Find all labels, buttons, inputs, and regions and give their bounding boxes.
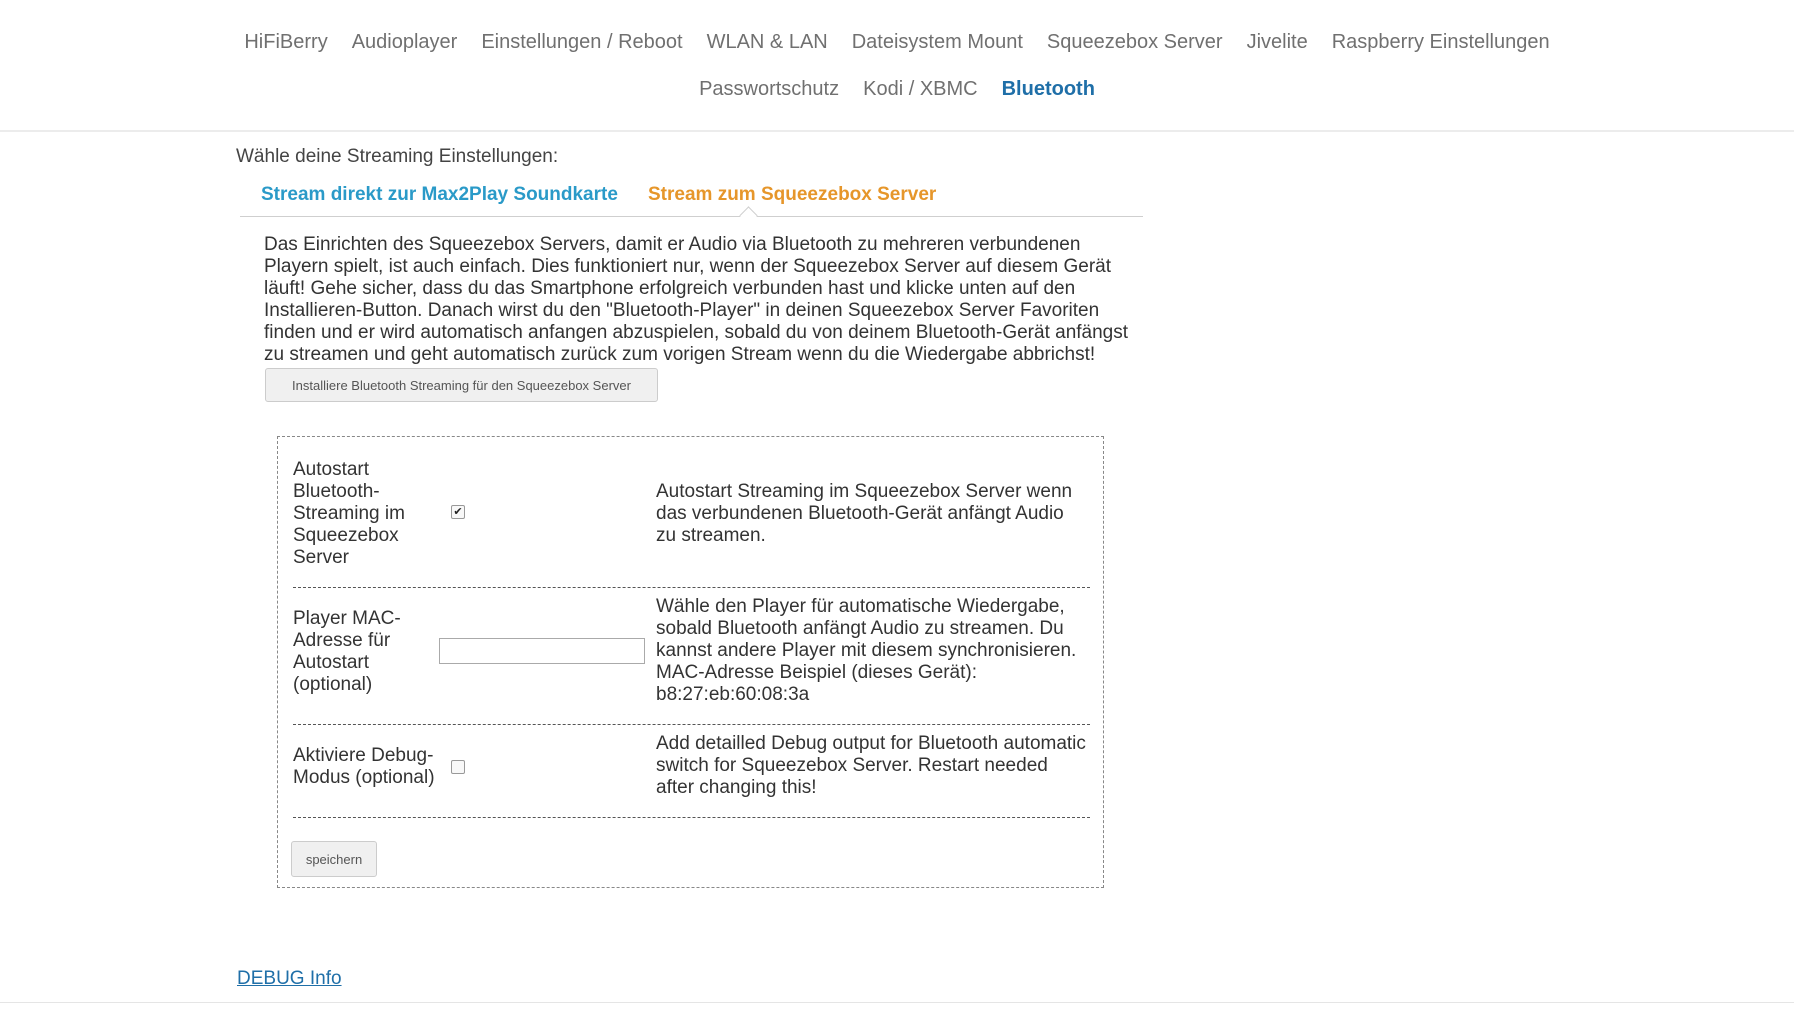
- autostart-checkbox[interactable]: ✔: [451, 505, 465, 519]
- nav-bluetooth[interactable]: Bluetooth: [1001, 78, 1095, 100]
- active-tab-indicator: [739, 206, 757, 224]
- mac-address-help: Wähle den Player für automatische Wiedergabe, sobald Bluetooth anfängt Audio zu streamen. Du kannst andere Player mit diesem synchronisieren. MAC-Adresse Beispiel (dieses Gerät): b8:27:eb:60:08:3a: [656, 596, 1077, 705]
- nav-passwortschutz[interactable]: Passwortschutz: [699, 78, 840, 100]
- tab-stream-direct[interactable]: Stream direkt zur Max2Play Soundkarte: [261, 184, 618, 205]
- settings-form: [277, 436, 1104, 888]
- nav-einstellungen-reboot[interactable]: Einstellungen / Reboot: [481, 31, 683, 53]
- save-button[interactable]: speichern: [291, 841, 377, 877]
- mac-address-input[interactable]: [439, 638, 645, 664]
- autostart-help: Autostart Streaming im Squeezebox Server wenn das verbundenen Bluetooth-Gerät anfängt Audio zu streamen.: [656, 481, 1073, 546]
- tab-stream-squeezebox[interactable]: Stream zum Squeezebox Server: [648, 184, 937, 205]
- debug-mode-checkbox[interactable]: [451, 760, 465, 774]
- setting-row-mac-address: [293, 588, 1090, 725]
- nav-row-2: [0, 76, 1794, 102]
- streaming-tabs: [240, 184, 1143, 217]
- mac-address-label: Player MAC-Adresse für Autostart (optional): [293, 608, 401, 695]
- setting-row-debug: [293, 725, 1090, 818]
- debug-info-link[interactable]: DEBUG Info: [237, 968, 342, 989]
- nav-wlan-lan[interactable]: WLAN & LAN: [706, 31, 828, 53]
- top-navigation: [0, 0, 1794, 132]
- nav-jivelite[interactable]: Jivelite: [1246, 31, 1308, 53]
- nav-audioplayer[interactable]: Audioplayer: [351, 31, 458, 53]
- streaming-settings-prompt: Wähle deine Streaming Einstellungen:: [236, 146, 559, 167]
- nav-dateisystem-mount[interactable]: Dateisystem Mount: [851, 31, 1023, 53]
- bottom-divider: [0, 1002, 1794, 1003]
- autostart-label: Autostart Bluetooth-Streaming im Squeezebox Server: [293, 459, 405, 568]
- debug-mode-help: Add detailled Debug output for Bluetooth automatic switch for Squeezebox Server. Restart needed after changing this!: [656, 733, 1086, 798]
- debug-mode-label: Aktiviere Debug-Modus (optional): [293, 745, 435, 788]
- nav-raspberry-einstellungen[interactable]: Raspberry Einstellungen: [1331, 31, 1550, 53]
- install-bluetooth-streaming-button[interactable]: Installiere Bluetooth Streaming für den Squeezebox Server: [265, 368, 658, 402]
- nav-squeezebox-server[interactable]: Squeezebox Server: [1046, 31, 1223, 53]
- nav-hifiberry[interactable]: HiFiBerry: [244, 31, 328, 53]
- nav-kodi-xbmc[interactable]: Kodi / XBMC: [863, 78, 978, 100]
- squeezebox-streaming-description: Das Einrichten des Squeezebox Servers, damit er Audio via Bluetooth zu mehreren verbundenen Playern spielt, ist auch einfach. Dies funktioniert nur, wenn der Squeezebox Server auf diesem Gerät läuft! Gehe sicher, dass du das Smartphone erfolgreich verbunden hast und klicke unten auf den Installieren-Button. Danach wirst du den "Bluetooth-Player" in deinen Squeezebox Server Favoriten finden und er wird automatisch anfangen abzuspielen, sobald du von deinem Bluetooth-Gerät anfängst zu streamen und geht automatisch zurück zum vorigen Stream wenn du die Wiedergabe abbrichst!: [264, 234, 1129, 365]
- setting-row-autostart: [293, 437, 1090, 588]
- nav-row-1: [0, 29, 1794, 55]
